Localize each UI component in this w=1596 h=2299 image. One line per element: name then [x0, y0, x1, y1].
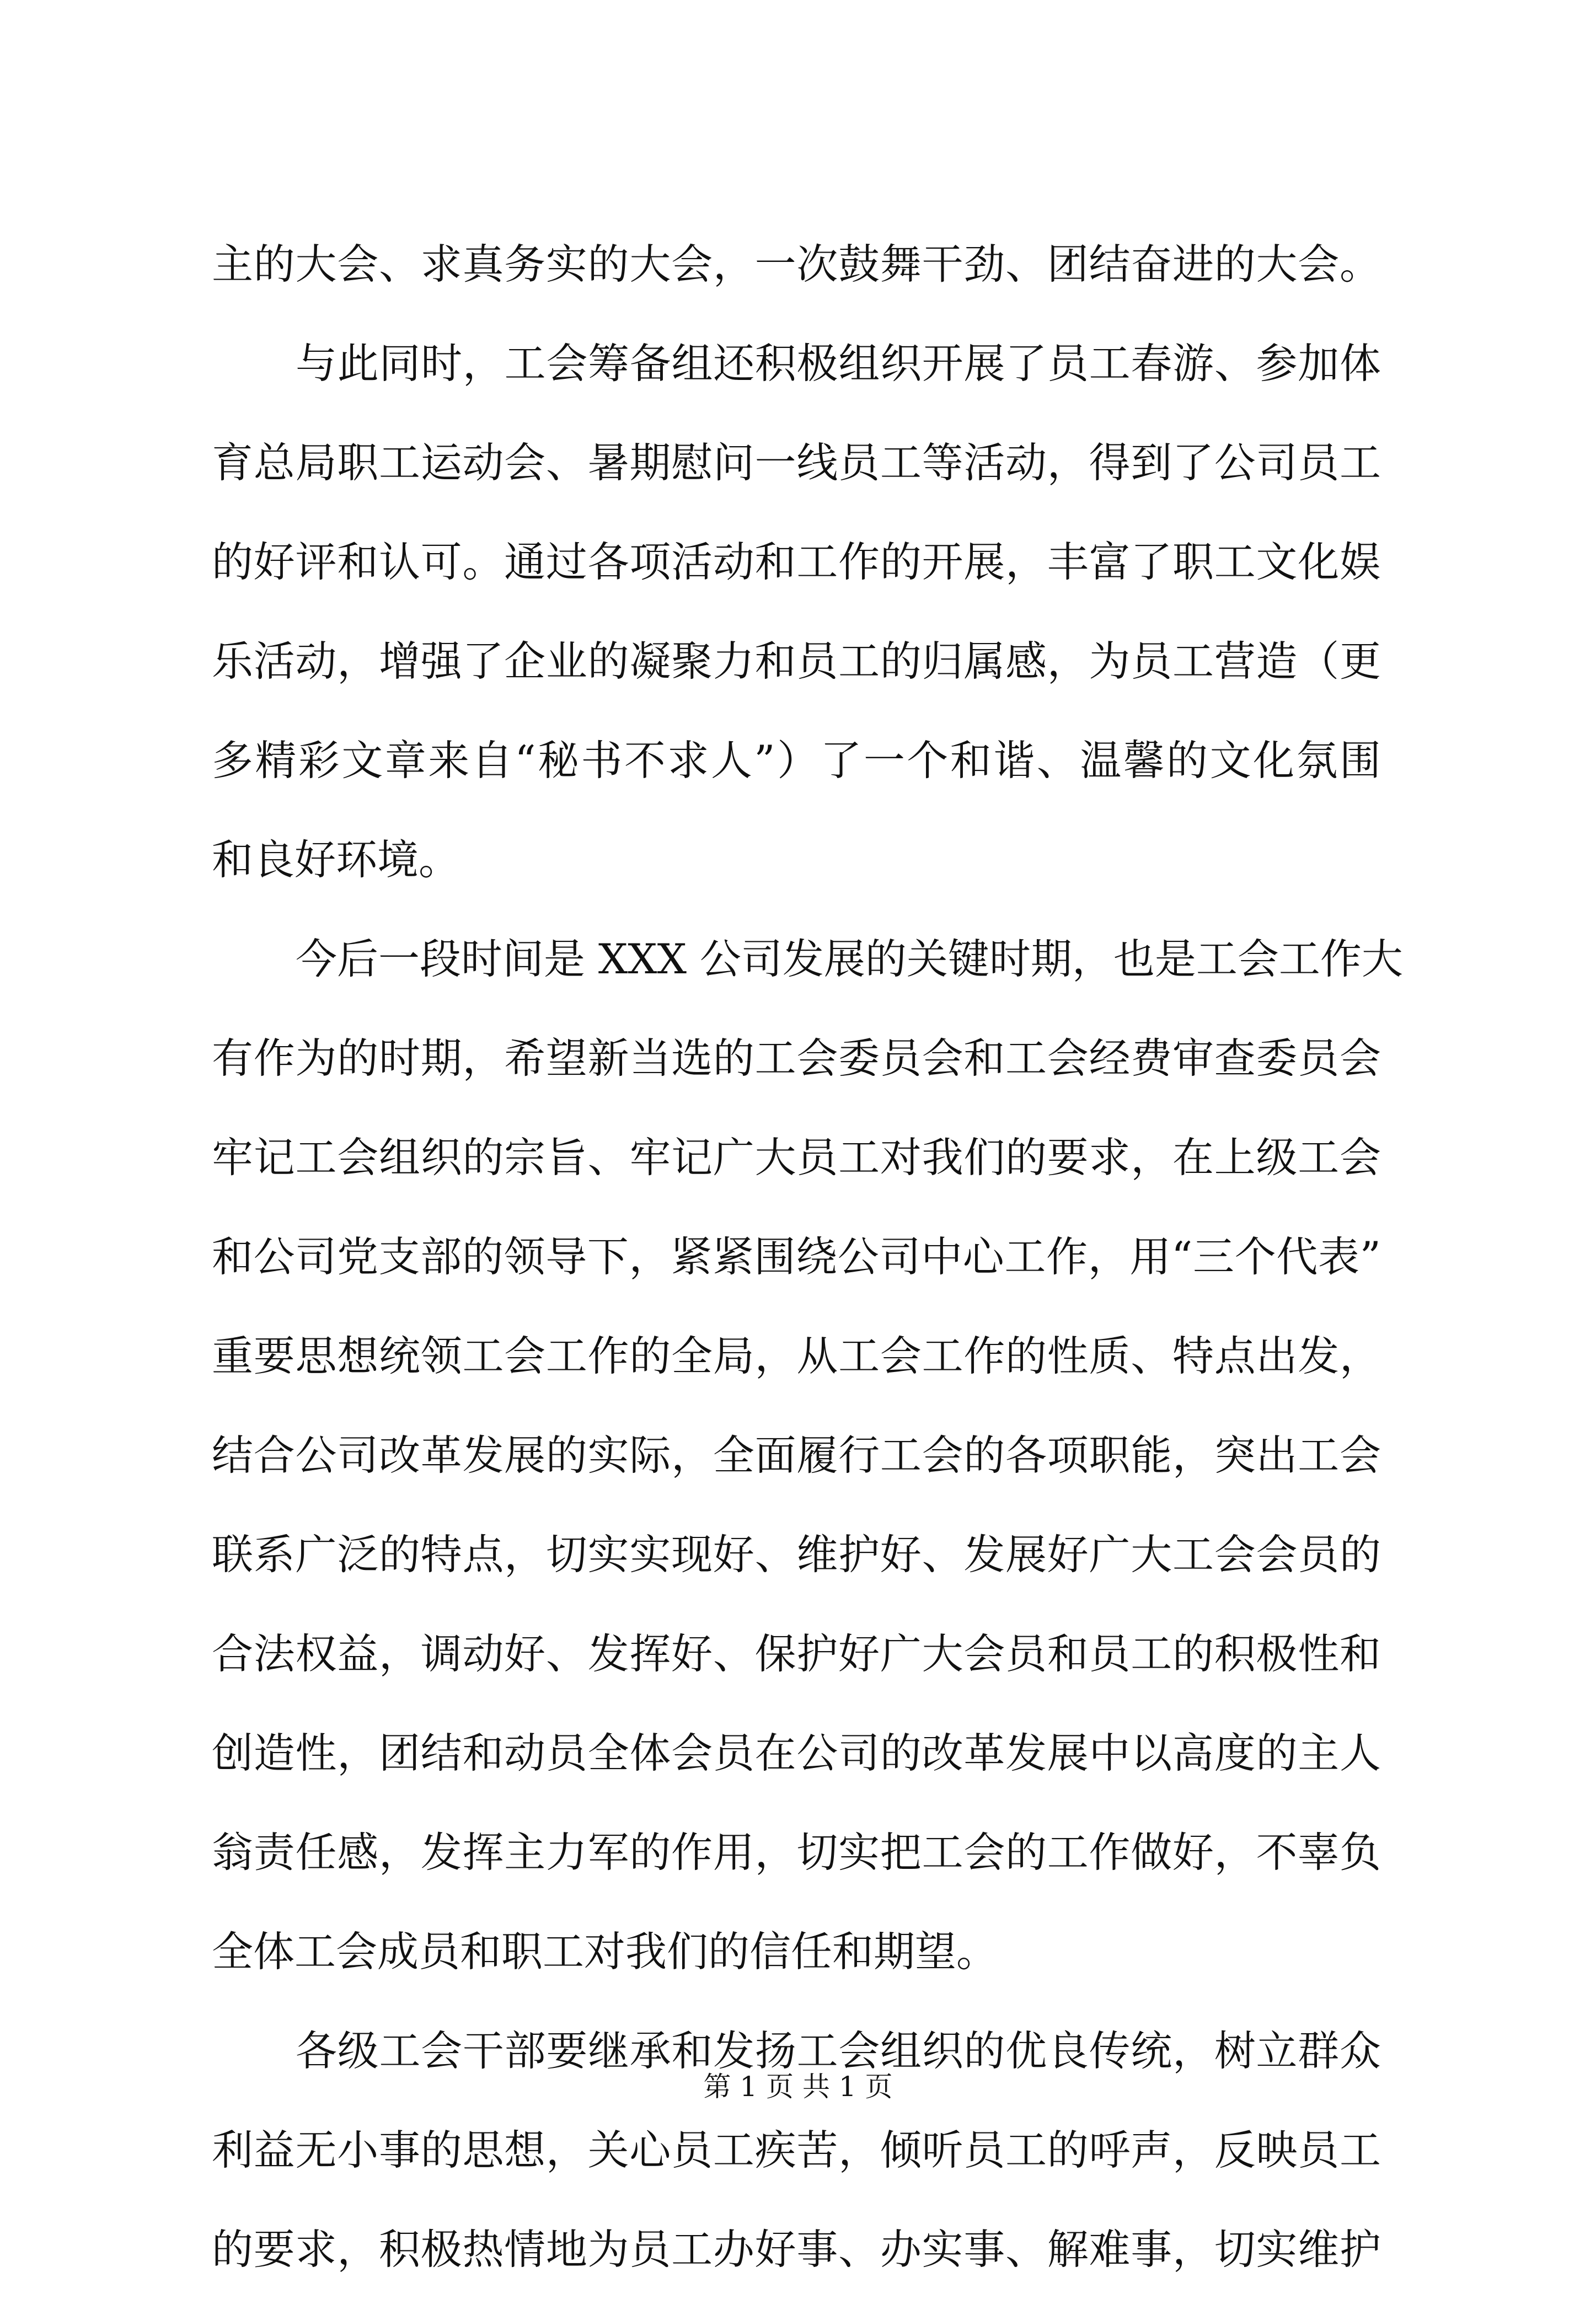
- text-line: 与此同时，工会筹备组还积极组织开展了员工春游、参加体: [296, 339, 1381, 388]
- page-number-label: 第 1 页 共 1 页: [703, 2071, 893, 2103]
- text-line: 牢记工会组织的宗旨、牢记广大员工对我们的要求，在上级工会: [212, 1133, 1381, 1182]
- text-line: 和公司党支部的领导下，紧紧围绕公司中心工作，用“三个代表”: [212, 1232, 1381, 1281]
- text-line: 各级工会干部要继承和发扬工会组织的优良传统，树立群众: [296, 2027, 1381, 2075]
- text-line: 的好评和认可。通过各项活动和工作的开展，丰富了职工文化娱: [212, 538, 1381, 586]
- text-line: 有作为的时期，希望新当选的工会委员会和工会经费审查委员会: [212, 1034, 1381, 1082]
- text-line: 全体工会成员和职工对我们的信任和期望。: [212, 1927, 998, 1976]
- text-line: 利益无小事的思想，关心员工疾苦，倾听员工的呼声，反映员工: [212, 2126, 1381, 2174]
- text-line: 的要求，积极热情地为员工办好事、办实事、解难事，切实维护: [212, 2225, 1381, 2274]
- text-line: 主的大会、求真务实的大会，一次鼓舞干劲、团结奋进的大会。: [212, 240, 1381, 288]
- text-line: 多精彩文章来自“秘书不求人”）了一个和谐、温馨的文化氛围: [212, 736, 1381, 785]
- text-line: 重要思想统领工会工作的全局，从工会工作的性质、特点出发，: [212, 1332, 1381, 1380]
- text-line: 育总局职工运动会、暑期慰问一线员工等活动，得到了公司员工: [212, 438, 1381, 487]
- text-line: 结合公司改革发展的实际，全面履行工会的各项职能，突出工会: [212, 1431, 1381, 1480]
- page-footer: [0, 2065, 1596, 2104]
- document-body: [212, 215, 1403, 2299]
- text-line: 乐活动，增强了企业的凝聚力和员工的归属感，为员工营造（更: [212, 637, 1381, 685]
- text-line: 创造性，团结和动员全体会员在公司的改革发展中以高度的主人: [212, 1729, 1381, 1777]
- text-line: 合法权益，调动好、发挥好、保护好广大会员和员工的积极性和: [212, 1630, 1381, 1678]
- text-line: 翁责任感，发挥主力军的作用，切实把工会的工作做好，不辜负: [212, 1828, 1381, 1877]
- text-line: 联系广泛的特点，切实实现好、维护好、发展好广大工会会员的: [212, 1530, 1381, 1579]
- text-line: 和良好环境。: [212, 835, 460, 884]
- text-line: 今后一段时间是 XXX 公司发展的关键时期，也是工会工作大: [296, 935, 1403, 983]
